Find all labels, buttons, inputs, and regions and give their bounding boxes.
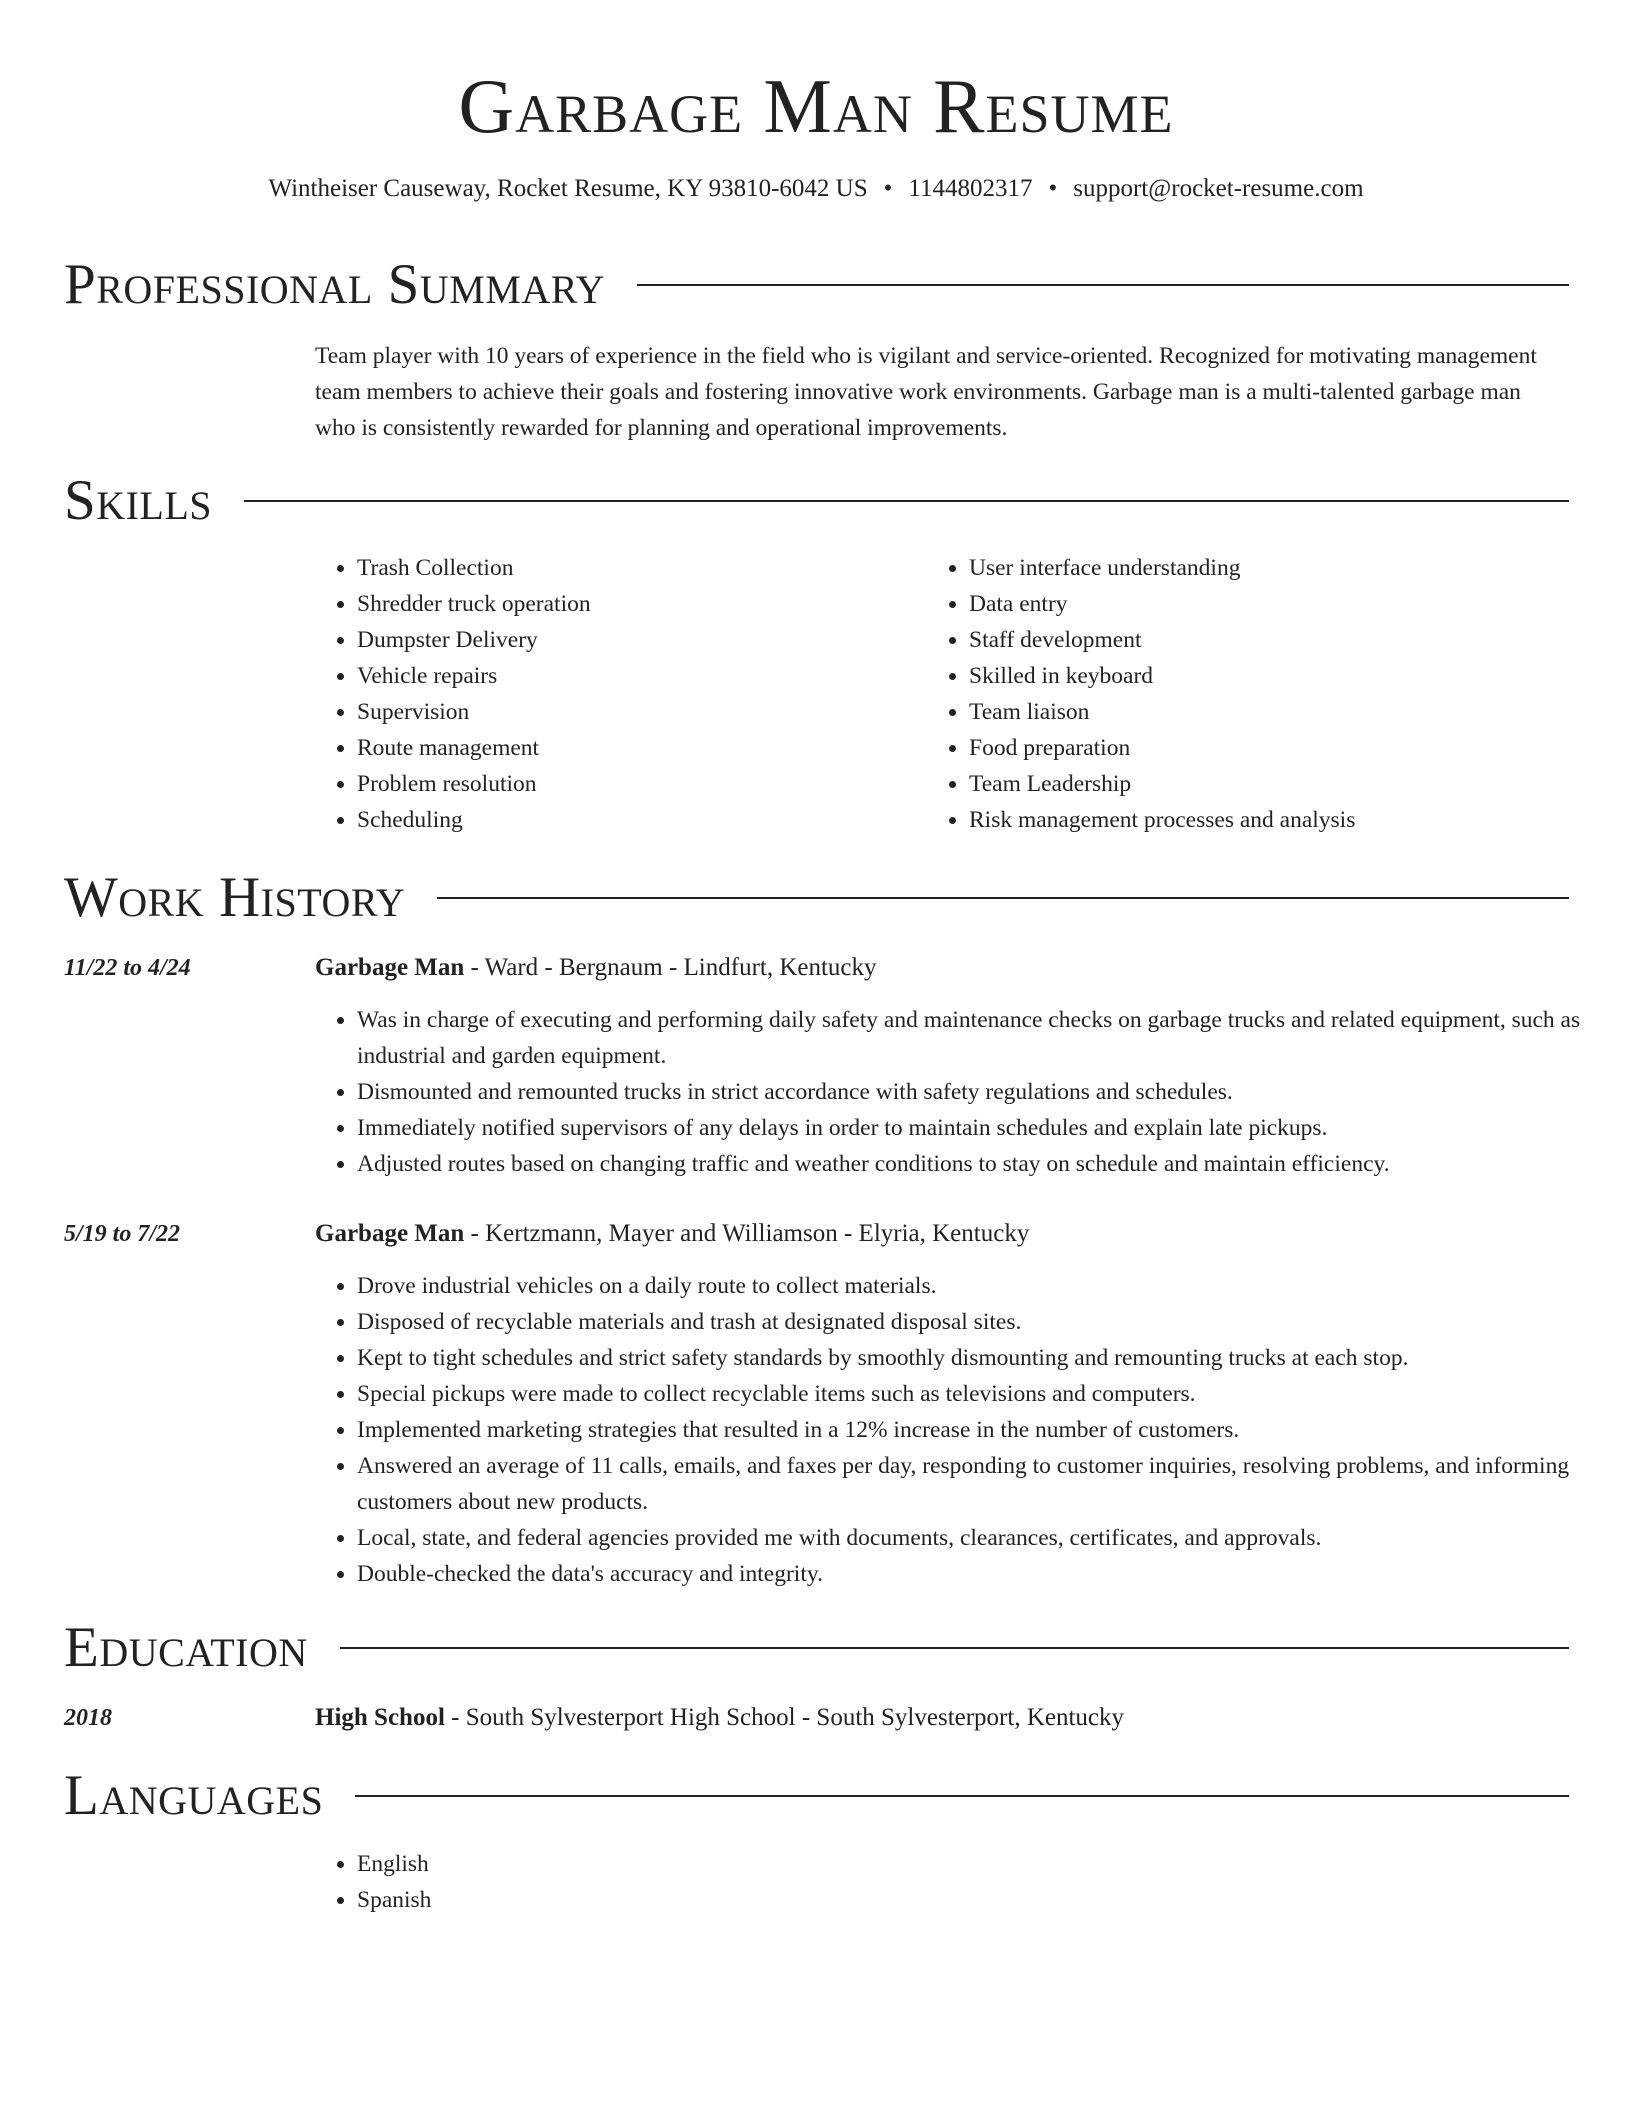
section-title-education: Education — [64, 1616, 308, 1679]
job-bullet: • Special pickups were made to collect recyclable items such as televisions and computers. — [357, 1376, 1617, 1412]
job-bullet: • Drove industrial vehicles on a daily route to collect materials. — [357, 1268, 1617, 1304]
job-bullet: • Dismounted and remounted trucks in strict accordance with safety regulations and schedules. — [357, 1074, 1617, 1110]
page-title: Garbage Man Resume — [458, 63, 1174, 149]
section-divider — [340, 1647, 1569, 1649]
contact-phone: 1144802317 — [908, 175, 1033, 202]
skill-item: • Trash Collection — [357, 550, 917, 586]
section-title-skills: Skills — [64, 469, 213, 532]
summary-text: Team player with 10 years of experience in the field who is vigilant and service-oriented. Recognized for motivating management team members to achieve their goals and fostering innovative work environments. Garbage man is a multi-talented garbage man who is consistently rewarded for planning and operational improvements. — [315, 343, 1537, 441]
skill-item: • Dumpster Delivery — [357, 622, 917, 658]
job-dates: 11/22 to 4/24 — [64, 955, 191, 981]
languages-list — [313, 1846, 957, 1918]
skill-item: • Skilled in keyboard — [969, 658, 1609, 694]
job-bullet: • Adjusted routes based on changing traffic and weather conditions to stay on schedule and maintain efficiency. — [357, 1146, 1617, 1182]
job-bullet: • Was in charge of executing and performing daily safety and maintenance checks on garbage trucks and related equipment, such as industrial and garden equipment. — [357, 1002, 1617, 1074]
job-bullet: • Local, state, and federal agencies provided me with documents, clearances, certificates, and approvals. — [357, 1520, 1617, 1556]
section-divider — [355, 1795, 1569, 1797]
education-year: 2018 — [64, 1705, 112, 1731]
section-title-work-history: Work History — [64, 866, 406, 929]
section-title-summary: Professional Summary — [64, 253, 606, 316]
section-header-summary — [64, 252, 1569, 318]
skill-item: • Food preparation — [969, 730, 1609, 766]
job-employer: - Ward - Bergnaum - Lindfurt, Kentucky — [464, 954, 877, 981]
job-title: Garbage Man — [315, 1220, 465, 1247]
job-bullets — [313, 1268, 1617, 1592]
job-bullet: • Answered an average of 11 calls, emails, and faxes per day, responding to customer inquiries, resolving problems, and informing customers about new products. — [357, 1448, 1617, 1520]
skill-item: • User interface understanding — [969, 550, 1609, 586]
job-heading — [315, 950, 877, 986]
job-title: Garbage Man — [315, 954, 465, 981]
section-divider — [637, 284, 1569, 286]
contact-email[interactable]: support@rocket-resume.com — [1073, 175, 1364, 202]
education-degree: High School — [315, 1704, 445, 1731]
job-bullet: • Double-checked the data's accuracy and integrity. — [357, 1556, 1617, 1592]
job-bullet: • Immediately notified supervisors of any delays in order to maintain schedules and explain late pickups. — [357, 1110, 1617, 1146]
section-divider — [437, 897, 1569, 899]
job-dates: 5/19 to 7/22 — [64, 1221, 181, 1247]
section-header-languages — [64, 1763, 1569, 1829]
section-header-education — [64, 1615, 1569, 1681]
section-header-work-history — [64, 865, 1569, 931]
skill-item: • Shredder truck operation — [357, 586, 917, 622]
job-bullet: • Kept to tight schedules and strict safety standards by smoothly dismounting and remounting trucks at each stop. — [357, 1340, 1617, 1376]
contact-separator: • — [1048, 175, 1058, 202]
skill-item: • Route management — [357, 730, 917, 766]
education-school: - South Sylvesterport High School - South Sylvesterport, Kentucky — [444, 1704, 1125, 1731]
contact-separator: • — [883, 175, 893, 202]
contact-line — [0, 172, 1632, 206]
skills-list-right — [925, 550, 1609, 838]
skill-item: • Risk management processes and analysis — [969, 802, 1609, 838]
skill-item: • Data entry — [969, 586, 1609, 622]
job-bullet: • Implemented marketing strategies that resulted in a 12% increase in the number of customers. — [357, 1412, 1617, 1448]
skill-item: • Team Leadership — [969, 766, 1609, 802]
section-divider — [244, 500, 1569, 502]
skill-item: • Supervision — [357, 694, 917, 730]
job-bullets — [313, 1002, 1617, 1182]
language-item: • English — [357, 1846, 957, 1882]
section-title-languages: Languages — [64, 1764, 324, 1827]
job-heading — [315, 1216, 1029, 1252]
education-heading — [315, 1700, 1124, 1736]
skill-item: • Vehicle repairs — [357, 658, 917, 694]
skill-item: • Problem resolution — [357, 766, 917, 802]
skill-item: • Team liaison — [969, 694, 1609, 730]
section-header-skills — [64, 468, 1569, 534]
job-employer: - Kertzmann, Mayer and Williamson - Elyria, Kentucky — [464, 1220, 1030, 1247]
skills-list-left — [313, 550, 917, 838]
skill-item: • Scheduling — [357, 802, 917, 838]
language-item: • Spanish — [357, 1882, 957, 1918]
job-bullet: • Disposed of recyclable materials and trash at designated disposal sites. — [357, 1304, 1617, 1340]
contact-address: Wintheiser Causeway, Rocket Resume, KY 93810-6042 US — [268, 175, 868, 202]
skill-item: • Staff development — [969, 622, 1609, 658]
